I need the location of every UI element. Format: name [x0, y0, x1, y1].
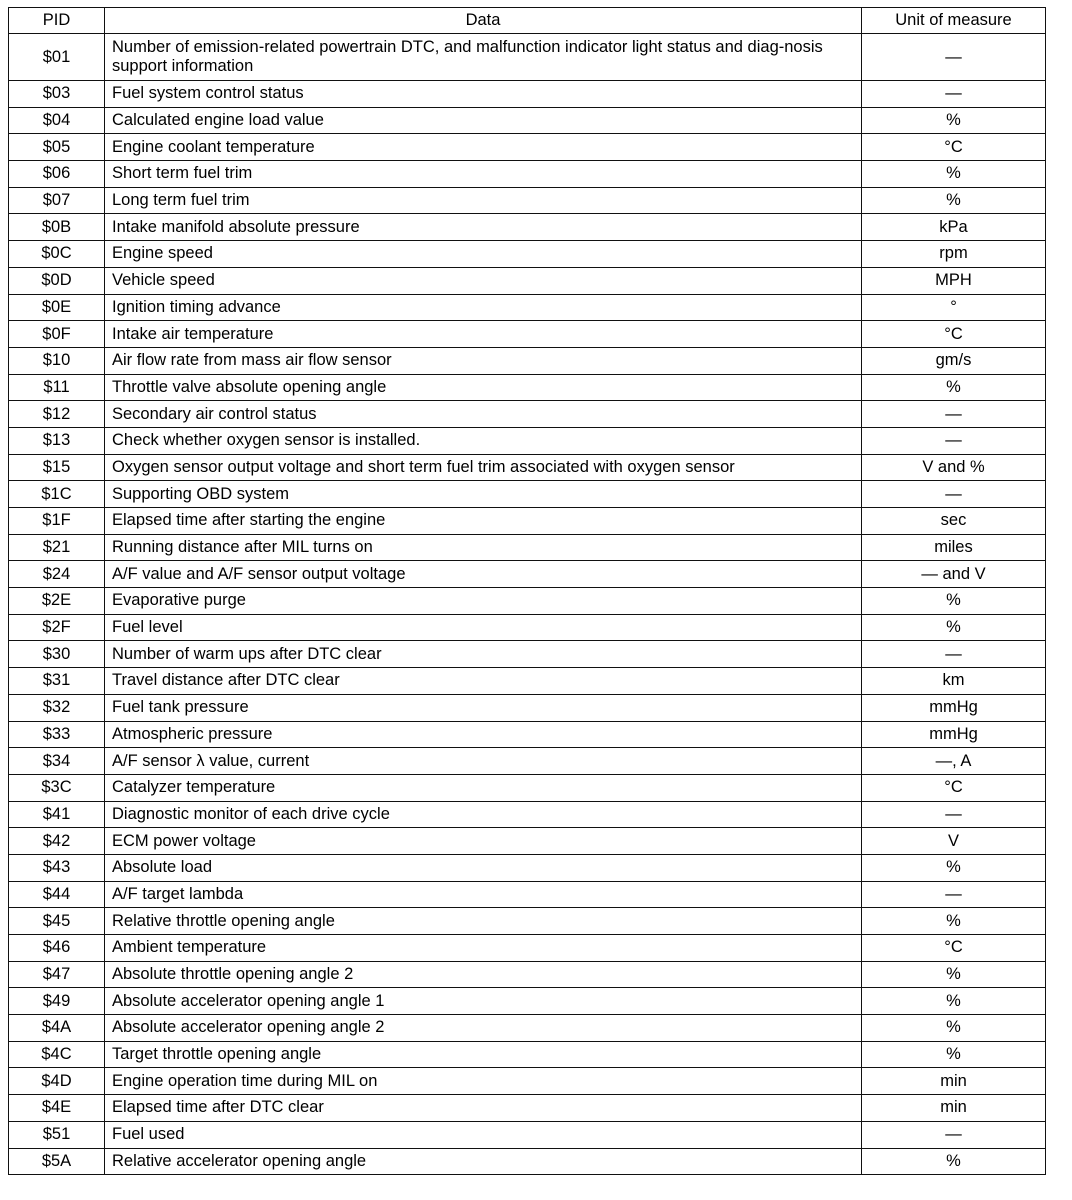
cell-data: Ambient temperature [105, 935, 862, 962]
table-row [9, 294, 1046, 321]
cell-unit: — and V [862, 561, 1046, 588]
cell-data: Secondary air control status [105, 401, 862, 428]
cell-pid: $42 [9, 828, 105, 855]
table-row [9, 881, 1046, 908]
table-row [9, 748, 1046, 775]
cell-unit: °C [862, 321, 1046, 348]
cell-unit: % [862, 1041, 1046, 1068]
cell-unit: — [862, 401, 1046, 428]
cell-data: Vehicle speed [105, 267, 862, 294]
cell-data: Check whether oxygen sensor is installed. [105, 427, 862, 454]
table-row [9, 721, 1046, 748]
table-row [9, 1068, 1046, 1095]
cell-pid: $03 [9, 81, 105, 108]
cell-pid: $4D [9, 1068, 105, 1095]
cell-unit: % [862, 1148, 1046, 1175]
cell-unit: min [862, 1095, 1046, 1122]
cell-pid: $4E [9, 1095, 105, 1122]
cell-pid: $21 [9, 534, 105, 561]
table-body [9, 34, 1046, 1175]
cell-pid: $12 [9, 401, 105, 428]
cell-pid: $46 [9, 935, 105, 962]
table-row [9, 347, 1046, 374]
table-row [9, 774, 1046, 801]
header-data: Data [105, 8, 862, 34]
cell-data: Intake manifold absolute pressure [105, 214, 862, 241]
cell-pid: $0F [9, 321, 105, 348]
table-row [9, 988, 1046, 1015]
table-row [9, 854, 1046, 881]
table-row [9, 801, 1046, 828]
table-row [9, 1121, 1046, 1148]
table-row [9, 214, 1046, 241]
cell-unit: V [862, 828, 1046, 855]
cell-pid: $06 [9, 161, 105, 188]
table-row [9, 454, 1046, 481]
cell-data: ECM power voltage [105, 828, 862, 855]
cell-data: Relative accelerator opening angle [105, 1148, 862, 1175]
table-row [9, 534, 1046, 561]
table-row [9, 935, 1046, 962]
cell-data: Atmospheric pressure [105, 721, 862, 748]
cell-pid: $30 [9, 641, 105, 668]
cell-unit: gm/s [862, 347, 1046, 374]
cell-unit: % [862, 614, 1046, 641]
cell-data: Short term fuel trim [105, 161, 862, 188]
table-row [9, 1041, 1046, 1068]
cell-pid: $13 [9, 427, 105, 454]
cell-unit: % [862, 161, 1046, 188]
cell-data: Evaporative purge [105, 588, 862, 615]
cell-data: Running distance after MIL turns on [105, 534, 862, 561]
cell-pid: $43 [9, 854, 105, 881]
cell-data: Throttle valve absolute opening angle [105, 374, 862, 401]
cell-pid: $3C [9, 774, 105, 801]
cell-unit: °C [862, 935, 1046, 962]
table-row [9, 107, 1046, 134]
cell-pid: $31 [9, 668, 105, 695]
cell-unit: —, A [862, 748, 1046, 775]
cell-unit: ° [862, 294, 1046, 321]
cell-pid: $45 [9, 908, 105, 935]
cell-data: Fuel system control status [105, 81, 862, 108]
table-row [9, 641, 1046, 668]
cell-pid: $01 [9, 34, 105, 81]
cell-unit: — [862, 481, 1046, 508]
cell-data: A/F target lambda [105, 881, 862, 908]
cell-data: Catalyzer temperature [105, 774, 862, 801]
cell-data: Absolute accelerator opening angle 2 [105, 1015, 862, 1042]
table-row [9, 187, 1046, 214]
table-row [9, 614, 1046, 641]
cell-unit: % [862, 107, 1046, 134]
cell-pid: $15 [9, 454, 105, 481]
cell-unit: min [862, 1068, 1046, 1095]
header-unit: Unit of measure [862, 8, 1046, 34]
cell-unit: — [862, 1121, 1046, 1148]
cell-data: Number of warm ups after DTC clear [105, 641, 862, 668]
table-row [9, 401, 1046, 428]
cell-data: Absolute throttle opening angle 2 [105, 961, 862, 988]
cell-data: Number of emission-related powertrain DTC, and malfunction indicator light status and diag-nosis support information [105, 34, 862, 81]
cell-data: Engine speed [105, 241, 862, 268]
cell-unit: % [862, 854, 1046, 881]
cell-unit: % [862, 961, 1046, 988]
table-row [9, 241, 1046, 268]
cell-data: A/F sensor λ value, current [105, 748, 862, 775]
cell-unit: mmHg [862, 721, 1046, 748]
cell-pid: $41 [9, 801, 105, 828]
pid-table [8, 7, 1046, 1175]
table-row [9, 481, 1046, 508]
cell-unit: kPa [862, 214, 1046, 241]
cell-unit: miles [862, 534, 1046, 561]
cell-pid: $47 [9, 961, 105, 988]
cell-pid: $2E [9, 588, 105, 615]
table-row [9, 1095, 1046, 1122]
cell-data: Engine coolant temperature [105, 134, 862, 161]
table-row [9, 588, 1046, 615]
cell-unit: % [862, 908, 1046, 935]
cell-pid: $04 [9, 107, 105, 134]
header-pid: PID [9, 8, 105, 34]
cell-unit: — [862, 881, 1046, 908]
cell-pid: $1C [9, 481, 105, 508]
cell-unit: % [862, 988, 1046, 1015]
cell-data: Absolute accelerator opening angle 1 [105, 988, 862, 1015]
cell-pid: $07 [9, 187, 105, 214]
cell-data: Intake air temperature [105, 321, 862, 348]
cell-data: Long term fuel trim [105, 187, 862, 214]
cell-unit: % [862, 187, 1046, 214]
cell-unit: % [862, 588, 1046, 615]
cell-data: Ignition timing advance [105, 294, 862, 321]
cell-unit: — [862, 34, 1046, 81]
cell-data: Fuel used [105, 1121, 862, 1148]
cell-data: Oxygen sensor output voltage and short term fuel trim associated with oxygen sensor [105, 454, 862, 481]
cell-data: A/F value and A/F sensor output voltage [105, 561, 862, 588]
cell-unit: MPH [862, 267, 1046, 294]
cell-pid: $5A [9, 1148, 105, 1175]
cell-data: Travel distance after DTC clear [105, 668, 862, 695]
cell-data: Air flow rate from mass air flow sensor [105, 347, 862, 374]
cell-pid: $2F [9, 614, 105, 641]
cell-pid: $1F [9, 508, 105, 535]
cell-unit: — [862, 641, 1046, 668]
table-row [9, 1148, 1046, 1175]
table-row [9, 34, 1046, 81]
cell-pid: $0E [9, 294, 105, 321]
table-row [9, 374, 1046, 401]
cell-pid: $0B [9, 214, 105, 241]
cell-data: Fuel tank pressure [105, 694, 862, 721]
cell-pid: $49 [9, 988, 105, 1015]
cell-data: Diagnostic monitor of each drive cycle [105, 801, 862, 828]
cell-pid: $0C [9, 241, 105, 268]
cell-data: Fuel level [105, 614, 862, 641]
cell-pid: $51 [9, 1121, 105, 1148]
cell-unit: — [862, 801, 1046, 828]
cell-pid: $0D [9, 267, 105, 294]
cell-pid: $11 [9, 374, 105, 401]
table-row [9, 427, 1046, 454]
table-row [9, 321, 1046, 348]
cell-unit: V and % [862, 454, 1046, 481]
cell-data: Target throttle opening angle [105, 1041, 862, 1068]
table-row [9, 828, 1046, 855]
table-row [9, 668, 1046, 695]
cell-pid: $44 [9, 881, 105, 908]
cell-data: Elapsed time after DTC clear [105, 1095, 862, 1122]
table-row [9, 961, 1046, 988]
cell-pid: $4A [9, 1015, 105, 1042]
cell-unit: mmHg [862, 694, 1046, 721]
table-row [9, 1015, 1046, 1042]
table-row [9, 81, 1046, 108]
table-header-row [9, 8, 1046, 34]
cell-pid: $32 [9, 694, 105, 721]
cell-pid: $4C [9, 1041, 105, 1068]
table-row [9, 561, 1046, 588]
table-row [9, 267, 1046, 294]
cell-unit: — [862, 81, 1046, 108]
table-row [9, 908, 1046, 935]
cell-pid: $33 [9, 721, 105, 748]
cell-pid: $24 [9, 561, 105, 588]
cell-unit: — [862, 427, 1046, 454]
table-row [9, 134, 1046, 161]
cell-pid: $34 [9, 748, 105, 775]
cell-data: Engine operation time during MIL on [105, 1068, 862, 1095]
table-row [9, 508, 1046, 535]
cell-data: Supporting OBD system [105, 481, 862, 508]
cell-pid: $10 [9, 347, 105, 374]
cell-data: Absolute load [105, 854, 862, 881]
cell-data: Relative throttle opening angle [105, 908, 862, 935]
table-row [9, 161, 1046, 188]
cell-unit: °C [862, 774, 1046, 801]
cell-unit: % [862, 1015, 1046, 1042]
cell-unit: km [862, 668, 1046, 695]
cell-data: Elapsed time after starting the engine [105, 508, 862, 535]
cell-pid: $05 [9, 134, 105, 161]
cell-unit: °C [862, 134, 1046, 161]
table-row [9, 694, 1046, 721]
cell-unit: sec [862, 508, 1046, 535]
cell-data: Calculated engine load value [105, 107, 862, 134]
cell-unit: rpm [862, 241, 1046, 268]
cell-unit: % [862, 374, 1046, 401]
